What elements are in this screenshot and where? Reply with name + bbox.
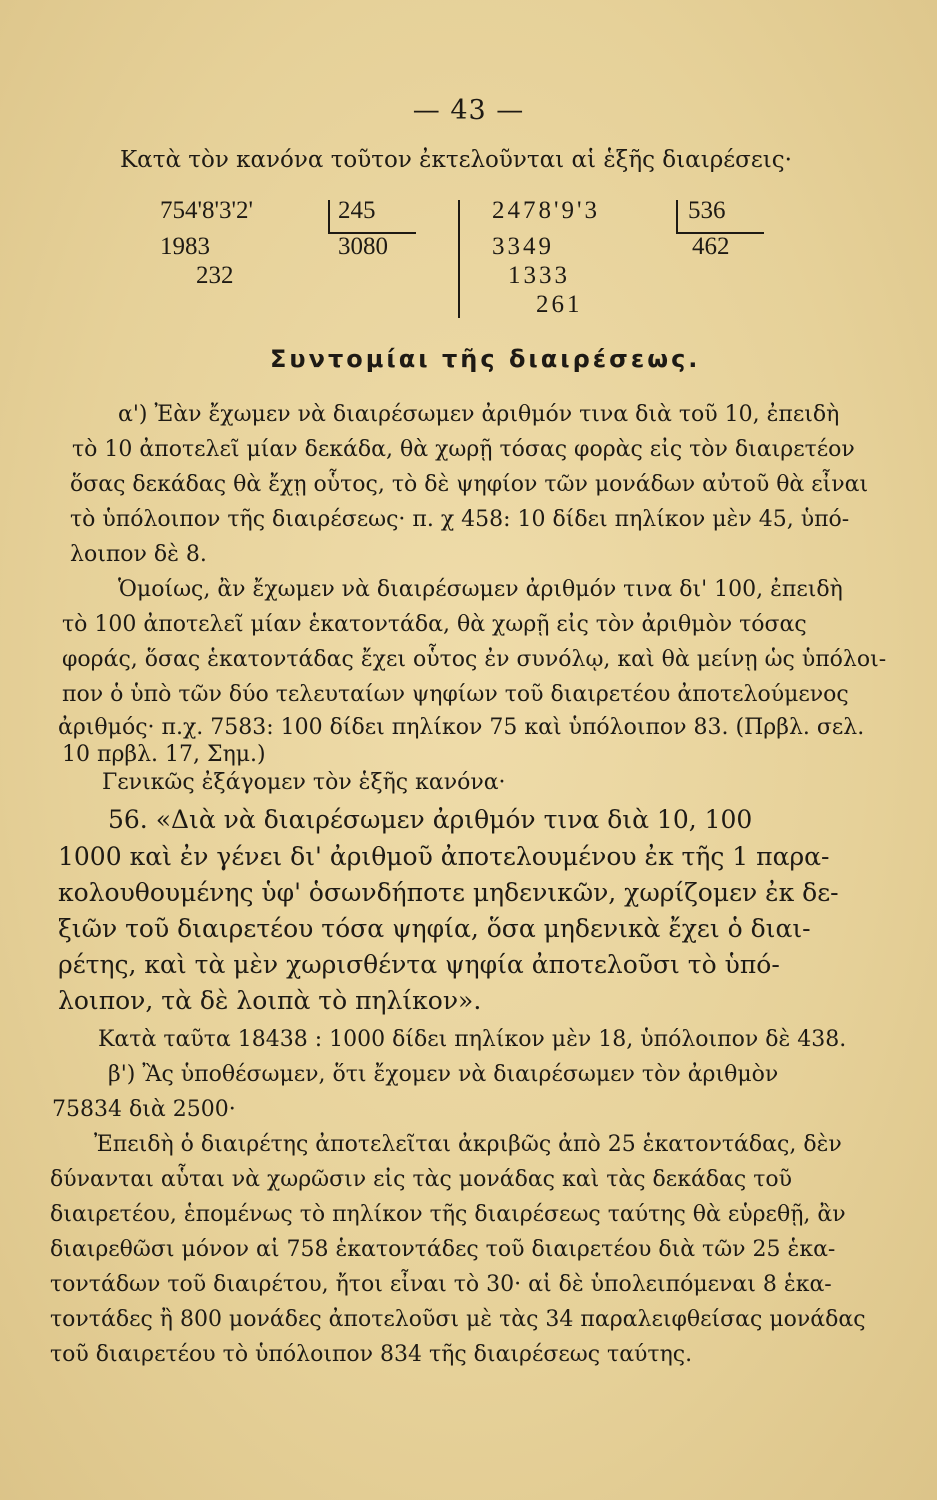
- paragraph-b-line: φοράς, ὅσας ἑκατοντάδας ἔχει οὗτος ἐν συνόλῳ, καὶ θὰ μείνῃ ὡς ὑπόλοι-: [62, 647, 887, 672]
- rule-line: 56. «Διὰ νὰ διαιρέσωμεν ἀριθμόν τινα διὰ 10, 100: [108, 805, 753, 834]
- division2-remainder: 1333: [508, 262, 570, 289]
- division1-remainder: 1983: [160, 233, 210, 260]
- paragraph-d-line: Ἐπειδὴ ὁ διαιρέτης ἀποτελεῖται ἀκριβῶς ἀπὸ 25 ἑκατοντάδας, δὲν: [94, 1132, 842, 1157]
- division2-remainder: 261: [536, 291, 583, 318]
- division1-bracket: [328, 200, 330, 234]
- division1-remainder: 232: [196, 262, 234, 289]
- paragraph-a-line: ὅσας δεκάδας θὰ ἔχῃ οὗτος, τὸ δὲ ψηφίον τῶν μονάδων αὐτοῦ θὰ εἶναι: [70, 472, 869, 497]
- example-line: Κατὰ ταῦτα 18438 : 1000 δίδει πηλίκον μὲν 18, ὑπόλοιπον δὲ 438.: [98, 1027, 847, 1052]
- paragraph-b-line: ἀριθμός· π.χ. 7583: 100 δίδει πηλίκον 75 καὶ ὑπόλοιπον 83. (Πρβλ. σελ.: [58, 715, 865, 740]
- division2-quotient: 462: [692, 233, 730, 260]
- rule-line: ρέτης, καὶ τὰ μὲν χωρισθέντα ψηφία ἀποτελοῦσι τὸ ὑπό-: [58, 950, 780, 979]
- paragraph-a-line: λοιπον δὲ 8.: [70, 542, 207, 567]
- division2-divisor: 536: [688, 197, 726, 224]
- paragraph-b-line: πον ὁ ὑπὸ τῶν δύο τελευταίων ψηφίων τοῦ διαιρετέου ἀποτελούμενος: [62, 682, 849, 707]
- intro-line: Κατὰ τὸν κανόνα τοῦτον ἐκτελοῦνται αἱ ἑξῆς διαιρέσεις·: [120, 147, 792, 173]
- division2-separator: [458, 200, 460, 318]
- rule-line: λοιπον, τὰ δὲ λοιπὰ τὸ πηλίκον».: [58, 986, 482, 1015]
- division2-remainder: 3349: [492, 233, 554, 260]
- paragraph-d-line: διαιρεθῶσι μόνον αἱ 758 ἑκατοντάδες τοῦ διαιρετέου διὰ τῶν 25 ἑκα-: [50, 1237, 836, 1262]
- paragraph-b-line: τὸ 100 ἀποτελεῖ μίαν ἑκατοντάδα, θὰ χωρῇ εἰς τὸν ἀριθμὸν τόσας: [62, 612, 807, 637]
- paragraph-c-line: β') Ἂς ὑποθέσωμεν, ὅτι ἔχομεν νὰ διαιρέσωμεν τὸν ἀριθμὸν: [108, 1062, 779, 1087]
- paragraph-a-line: τὸ ὑπόλοιπον τῆς διαιρέσεως· π. χ 458: 10 δίδει πηλίκον μὲν 45, ὑπό-: [70, 507, 850, 532]
- paragraph-d-line: τοντάδες ἢ 800 μονάδες ἀποτελοῦσι μὲ τὰς 34 παραλειφθείσας μονάδας: [50, 1307, 866, 1332]
- paragraph-d-line: διαιρετέου, ἑπομένως τὸ πηλίκον τῆς διαιρέσεως ταύτης θὰ εὑρεθῇ, ἂν: [50, 1202, 846, 1227]
- division2-bracket: [676, 200, 678, 234]
- division1-dividend: 754'8'3'2': [160, 197, 254, 224]
- paragraph-a-line: τὸ 10 ἀποτελεῖ μίαν δεκάδα, θὰ χωρῇ τόσας φορὰς εἰς τὸν διαιρετέον: [72, 437, 855, 462]
- paragraph-a-line: α') Ἐὰν ἔχωμεν νὰ διαιρέσωμεν ἀριθμόν τινα διὰ τοῦ 10, ἐπειδὴ: [118, 402, 840, 427]
- rule-line: κολουθουμένης ὑφ' ὁσωνδήποτε μηδενικῶν, χωρίζομεν ἐκ δε-: [58, 878, 839, 907]
- section-heading: Συντομίαι τῆς διαιρέσεως.: [270, 345, 701, 373]
- rule-line: ξιῶν τοῦ διαιρετέου τόσα ψηφία, ὅσα μηδενικὰ ἔχει ὁ διαι-: [58, 914, 811, 943]
- rule-line: 1000 καὶ ἐν γένει δι' ἀριθμοῦ ἀποτελουμένου ἐκ τῆς 1 παρα-: [58, 842, 830, 871]
- paragraph-b-line: Ὁμοίως, ἂν ἔχωμεν νὰ διαιρέσωμεν ἀριθμόν τινα δι' 100, ἐπειδὴ: [118, 577, 843, 602]
- division2-dividend: 2478'9'3: [492, 197, 601, 224]
- paragraph-c-line: 75834 διὰ 2500·: [52, 1097, 236, 1122]
- paragraph-d-line: δύνανται αὗται νὰ χωρῶσιν εἰς τὰς μονάδας καὶ τὰς δεκάδας τοῦ: [50, 1167, 793, 1192]
- general-rule-intro: Γενικῶς ἐξάγομεν τὸν ἑξῆς κανόνα·: [102, 770, 506, 795]
- division1-quotient: 3080: [338, 233, 388, 260]
- paragraph-b-line: 10 πρβλ. 17, Σημ.): [62, 742, 266, 767]
- division1-divisor: 245: [338, 197, 376, 224]
- paragraph-d-line: τοντάδων τοῦ διαιρέτου, ἤτοι εἶναι τὸ 30· αἱ δὲ ὑπολειπόμεναι 8 ἑκα-: [50, 1272, 832, 1297]
- page-number: — 43 —: [412, 95, 525, 126]
- paragraph-d-line: τοῦ διαιρετέου τὸ ὑπόλοιπον 834 τῆς διαιρέσεως ταύτης.: [50, 1342, 693, 1367]
